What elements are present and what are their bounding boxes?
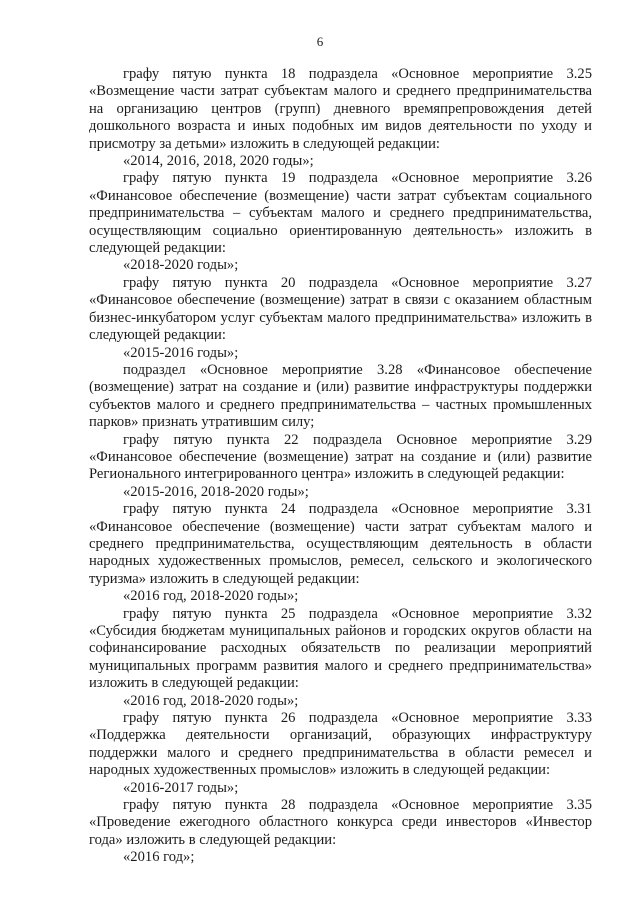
paragraph-item-25-amendment: графу пятую пункта 25 подраздела «Основное мероприятие 3.32 «Субсидия бюджетам муниципальных районов и городских округов области на софинансирование расходных обязательств по реализации мероприятий муниципальных программ развития малого и среднего предпринимательства» изложить в следующей редакции: <box>89 605 592 692</box>
paragraph-item-26-amendment: графу пятую пункта 26 подраздела «Основное мероприятие 3.33 «Поддержка деятельности организаций, образующих инфраструктуру поддержки малого и среднего предпринимательства в области ремесел и народных художественных промыслов» изложить в следующей редакции: <box>89 710 592 779</box>
paragraph-item-25-years: «2016 год, 2018-2020 годы»; <box>123 692 299 709</box>
paragraph-item-24-amendment: графу пятую пункта 24 подраздела «Основное мероприятие 3.31 «Финансовое обеспечение (возмещение) части затрат субъектам малого и среднего предпринимательства, осуществляющим деятельность в области народных художественных промыслов, ремесел, сельского и экологического туризма» изложить в следующей редакции: <box>89 501 592 587</box>
paragraph-item-19-amendment: графу пятую пункта 19 подраздела «Основное мероприятие 3.26 «Финансовое обеспечение (возмещение) части затрат субъектам социального предпринимательства – субъектам малого и среднего предпринимательства, осуществляющим социально ориентированную деятельность» изложить в следующей редакции: <box>89 170 592 257</box>
paragraph-item-20-years: «2015-2016 годы»; <box>123 344 239 361</box>
paragraph-item-20-amendment: графу пятую пункта 20 подраздела «Основное мероприятие 3.27 «Финансовое обеспечение (возмещение) затрат в связи с оказанием областным бизнес-инкубатором услуг субъектам малого предпринимательства» изложить в следующей редакции: <box>89 274 592 344</box>
paragraph-item-19-years: «2018-2020 годы»; <box>123 257 239 274</box>
paragraph-item-18-amendment: графу пятую пункта 18 подраздела «Основное мероприятие 3.25 «Возмещение части затрат субъектам малого и среднего предпринимательства на организацию центров (групп) дневного времяпрепровождения детей дошкольного возраста и иных подобных им видов деятельности по уходу и присмотру за детьми» изложить в следующей редакции: <box>89 66 592 152</box>
paragraph-item-24-years: «2016 год, 2018-2020 годы»; <box>123 588 299 605</box>
paragraph-item-22-years: «2015-2016, 2018-2020 годы»; <box>123 483 309 500</box>
paragraph-item-22-amendment: графу пятую пункта 22 подраздела Основное мероприятие 3.29 «Финансовое обеспечение (возмещение) затрат на создание и (или) развитие Регионального интегрированного центра» изложить в следующей редакции: <box>89 431 592 483</box>
paragraph-item-28-amendment: графу пятую пункта 28 подраздела «Основное мероприятие 3.35 «Проведение ежегодного областного конкурса среди инвесторов «Инвестор года» изложить в следующей редакции: <box>89 797 592 848</box>
paragraph-item-28-years: «2016 год»; <box>123 849 195 866</box>
paragraph-item-18-years: «2014, 2016, 2018, 2020 годы»; <box>123 153 314 170</box>
page-number: 6 <box>316 34 324 49</box>
paragraph-subsection-3-28-repeal: подраздел «Основное мероприятие 3.28 «Финансовое обеспечение (возмещение) затрат на создание и (или) развитие инфраструктуры поддержки субъектов малого и среднего предпринимательства – частных промышленных парков» признать утратившим силу; <box>89 361 592 431</box>
document-body <box>89 66 592 867</box>
paragraph-item-26-years: «2016-2017 годы»; <box>123 779 239 796</box>
